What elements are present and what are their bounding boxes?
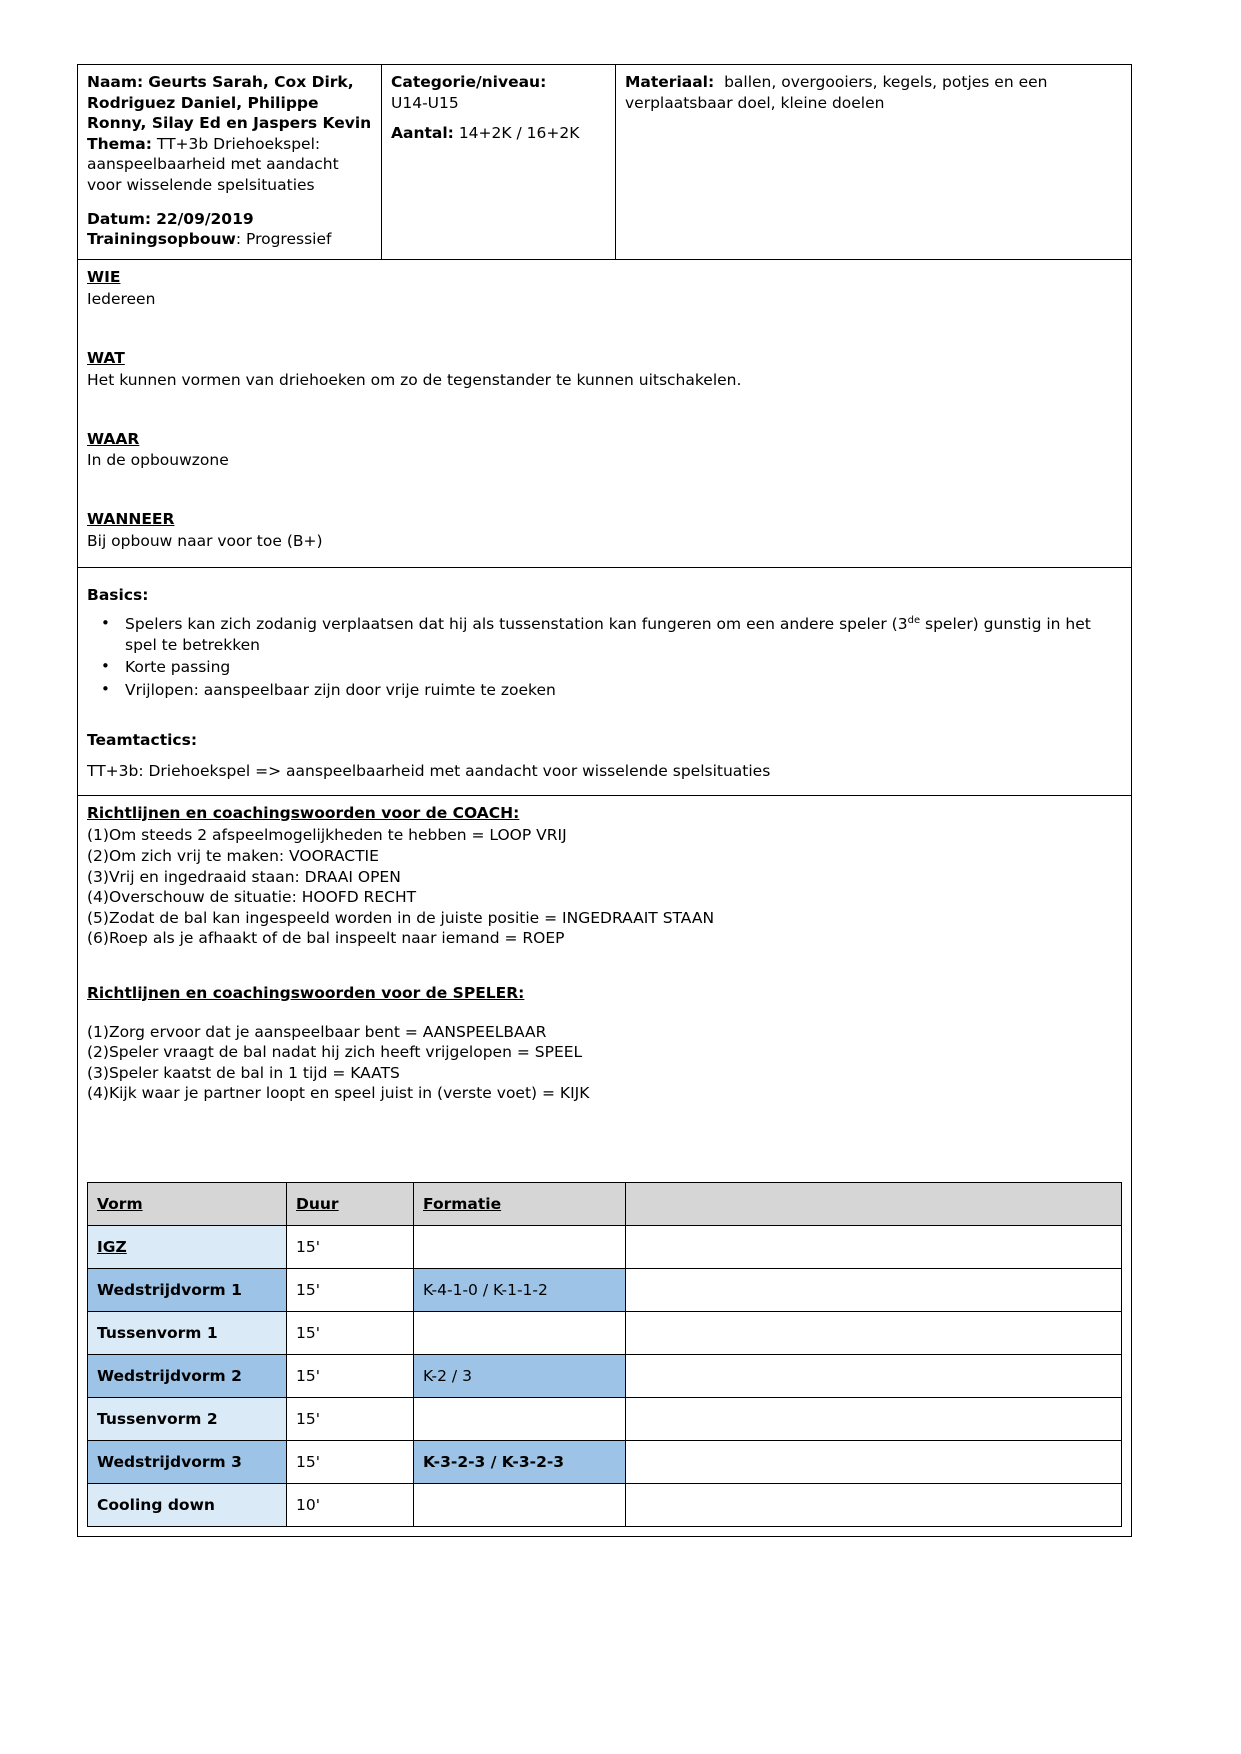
categorie-label: Categorie/niveau:	[391, 73, 547, 91]
row-duur: 15'	[287, 1225, 414, 1268]
row-vorm-label: Cooling down	[88, 1483, 287, 1526]
aantal-label: Aantal:	[391, 124, 454, 143]
wat-label: WAT	[87, 348, 125, 367]
basics-cell	[78, 568, 1132, 795]
row-duur: 15'	[287, 1440, 414, 1483]
aantal-value: 14+2K / 16+2K	[458, 124, 580, 143]
speler-guidelines-title: Richtlijnen en coachingswoorden voor de SPELER:	[87, 983, 525, 1002]
wie-value: Iedereen	[87, 289, 156, 308]
coach-guideline-line: (5)Zodat de bal kan ingespeeld worden in de juiste positie = INGEDRAAIT STAAN	[87, 908, 715, 927]
row-extra	[626, 1311, 1122, 1354]
basics-item	[125, 614, 1122, 655]
materiaal-label: Materiaal:	[625, 73, 715, 91]
basics-item-1-sup: de	[907, 614, 921, 626]
table-row	[88, 1354, 1122, 1397]
row-duur: 15'	[287, 1311, 414, 1354]
row-formatie	[414, 1225, 626, 1268]
row-duur: 15'	[287, 1354, 414, 1397]
row-extra	[626, 1354, 1122, 1397]
trainingsopbouw-label: Trainingsopbouw	[87, 230, 236, 249]
wat-value: Het kunnen vormen van driehoeken om zo de tegenstander te kunnen uitschakelen.	[87, 370, 742, 389]
row-formatie	[414, 1483, 626, 1526]
guidelines-row	[78, 795, 1132, 1536]
coach-guideline-line: (4)Overschouw de situatie: HOOFD RECHT	[87, 888, 417, 907]
speler-guideline-line: (1)Zorg ervoor dat je aanspeelbaar bent = AANSPEELBAAR	[87, 1022, 547, 1041]
wwww-row	[78, 259, 1132, 567]
basics-item-1-pre: Spelers kan zich zodanig verplaatsen dat hij als tussenstation kan fungeren om een andere speler (3	[125, 615, 908, 634]
row-extra	[626, 1440, 1122, 1483]
teamtactics-value: TT+3b: Driehoekspel => aanspeelbaarheid met aandacht voor wisselende spelsituaties	[87, 762, 771, 781]
table-row	[88, 1483, 1122, 1526]
basics-item-1-post: speler) gunstig in het spel te betrekken	[125, 615, 1091, 654]
basics-item: • Vrijlopen: aanspeelbaar zijn door vrije ruimte te zoeken	[125, 680, 1122, 701]
row-formatie: K-3-2-3 / K-3-2-3	[414, 1440, 626, 1483]
naam-label: Naam:	[87, 73, 144, 91]
thema-label: Thema:	[87, 134, 152, 153]
table-row	[88, 1311, 1122, 1354]
forms-table-header-row	[88, 1182, 1122, 1225]
basics-title: Basics:	[87, 586, 149, 605]
row-extra	[626, 1225, 1122, 1268]
forms-header-formatie: Formatie	[414, 1182, 626, 1225]
header-table	[77, 64, 1132, 1537]
table-row	[88, 1268, 1122, 1311]
basics-list	[87, 614, 1122, 701]
training-session-document	[77, 64, 1132, 1537]
thema-value: TT+3b Driehoekspel: aanspeelbaarheid met aandacht voor wisselende spelsituaties	[87, 134, 339, 195]
waar-label: WAAR	[87, 429, 140, 448]
datum-label: Datum:	[87, 209, 152, 228]
table-row	[88, 1225, 1122, 1268]
row-formatie	[414, 1397, 626, 1440]
row-formatie: K-2 / 3	[414, 1354, 626, 1397]
table-row	[88, 1440, 1122, 1483]
row-formatie: K-4-1-0 / K-1-1-2	[414, 1268, 626, 1311]
row-vorm-igz	[88, 1225, 287, 1268]
wanneer-value: Bij opbouw naar voor toe (B+)	[87, 532, 323, 551]
forms-header-empty	[626, 1182, 1122, 1225]
row-vorm-label: Tussenvorm 2	[88, 1397, 287, 1440]
wie-group	[87, 267, 1122, 310]
row-vorm-label: Wedstrijdvorm 3	[88, 1440, 287, 1483]
basics-row	[78, 568, 1132, 795]
speler-guideline-line: (4)Kijk waar je partner loopt en speel juist in (verste voet) = KIJK	[87, 1084, 590, 1103]
row-extra	[626, 1483, 1122, 1526]
forms-header-vorm: Vorm	[88, 1182, 287, 1225]
speler-guideline-line: (2)Speler vraagt de bal nadat hij zich heeft vrijgelopen = SPEEL	[87, 1043, 583, 1062]
naam-value: Geurts Sarah, Cox Dirk, Rodriguez Daniel, Philippe Ronny, Silay Ed en Jaspers Kevin	[87, 73, 372, 133]
row-duur: 10'	[287, 1483, 414, 1526]
datum-value: 22/09/2019	[156, 209, 254, 228]
speler-guideline-line: (3)Speler kaatst de bal in 1 tijd = KAATS	[87, 1063, 400, 1082]
row-extra	[626, 1268, 1122, 1311]
header-row	[78, 65, 1132, 260]
trainingsopbouw-value: : Progressief	[235, 230, 332, 249]
header-cell-naam	[78, 65, 382, 260]
row-extra	[626, 1397, 1122, 1440]
basics-item: • Korte passing	[125, 657, 1122, 678]
wanneer-label: WANNEER	[87, 510, 175, 529]
row-vorm-label: Tussenvorm 1	[88, 1311, 287, 1354]
waar-value: In de opbouwzone	[87, 451, 229, 470]
row-vorm-label: Wedstrijdvorm 2	[88, 1354, 287, 1397]
wie-label: WIE	[87, 267, 121, 286]
coach-guidelines-title: Richtlijnen en coachingswoorden voor de COACH:	[87, 803, 520, 822]
row-duur: 15'	[287, 1397, 414, 1440]
table-row	[88, 1397, 1122, 1440]
row-formatie	[414, 1311, 626, 1354]
header-cell-categorie	[382, 65, 616, 260]
wwww-cell	[78, 259, 1132, 567]
wat-group	[87, 348, 1122, 391]
forms-header-duur: Duur	[287, 1182, 414, 1225]
coach-guideline-line: (3)Vrij en ingedraaid staan: DRAAI OPEN	[87, 867, 401, 886]
row-vorm-label: IGZ	[97, 1237, 127, 1256]
row-vorm-label: Wedstrijdvorm 1	[88, 1268, 287, 1311]
wanneer-group	[87, 509, 1122, 552]
coach-guideline-line: (1)Om steeds 2 afspeelmogelijkheden te hebben = LOOP VRIJ	[87, 826, 567, 845]
waar-group	[87, 429, 1122, 472]
header-cell-materiaal	[616, 65, 1132, 260]
row-duur: 15'	[287, 1268, 414, 1311]
materiaal-value: ballen, overgooiers, kegels, potjes en een verplaatsbaar doel, kleine doelen	[625, 73, 1048, 112]
coach-guideline-line: (2)Om zich vrij te maken: VOORACTIE	[87, 846, 379, 865]
coach-guideline-line: (6)Roep als je afhaakt of de bal inspeelt naar iemand = ROEP	[87, 929, 565, 948]
guidelines-cell	[78, 795, 1132, 1536]
forms-table	[87, 1182, 1122, 1527]
teamtactics-title: Teamtactics:	[87, 731, 198, 750]
categorie-value: U14-U15	[391, 93, 459, 112]
